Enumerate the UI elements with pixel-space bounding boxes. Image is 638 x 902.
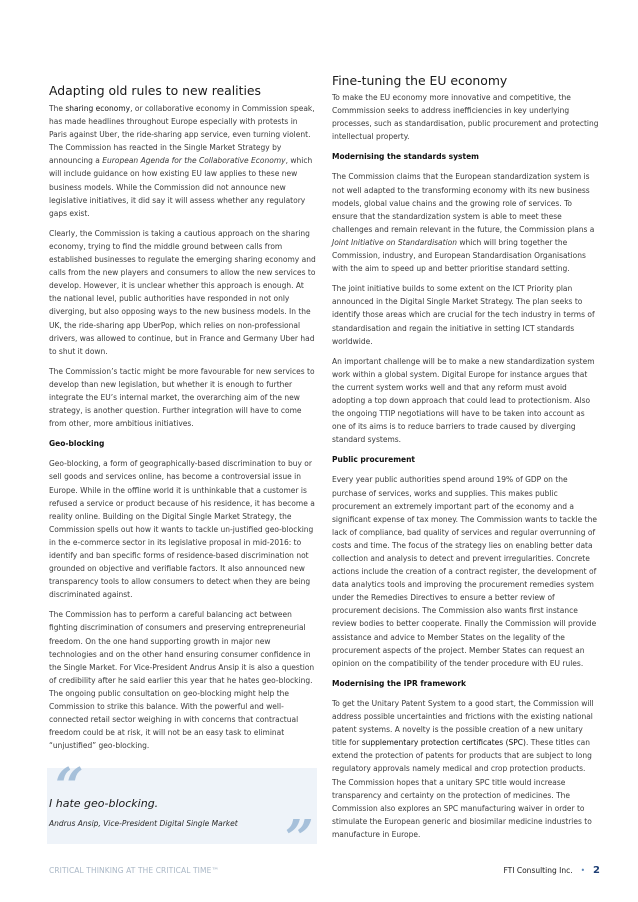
sharing-economy-link[interactable]: sharing economy [65, 104, 131, 113]
paragraph: The joint initiative builds to some extent on the ICT Priority plan announced in the Digital Single Market Strategy. The plan seeks to identify those areas which are crucial for the tech industry in terms of standardisation and regain the initiative in setting ICT standards worldwide. [332, 284, 595, 346]
subheading-ipr-framework: Modernising the IPR framework [332, 678, 467, 688]
paragraph: The Commission claims that the European standardization system is not well adapted to the transforming economy with its new business models, global value chains and the growing role of services. To ensure that the standardization system is able to meet these challenges and remain relevant in the future, the Commission plans a Joint Initiative on Standardisation which will bring together the Commission, industry, and European Standardisation Organisations with the aim to speed up and better prioritise standard setting. [332, 172, 595, 274]
subheading-geo-blocking: Geo-blocking [49, 439, 105, 449]
footer-company: FTI Consulting Inc. [503, 866, 573, 875]
close-quote-mark-icon: ” [285, 808, 314, 867]
footer-separator: • [580, 866, 586, 875]
paragraph: To make the EU economy more innovative and competitive, the Commmission seeks to address inefficiencies in key underlying processes, such as standardisation, public procurement and protecting intellectual property. [332, 93, 599, 142]
paragraph: The Commission’s tactic might be more favourable for new services to develop than new legislation, but whether it is enough to further integrate the EU’s internal market, the overarching aim of the new strategy, is another question. Further integration will have to come from other, more ambitious initiatives. [49, 366, 315, 429]
footer-tagline: CRITICAL THINKING AT THE CRITICAL TIME™ [49, 866, 220, 875]
left-column-body [49, 102, 316, 759]
page-number: 2 [593, 865, 600, 876]
paragraph: Clearly, the Commission is taking a cautious approach on the sharing economy, trying to find the middle ground between calls from established businesses to regulate the emerging sharing economy and calls from the new players and consumers to allow the new services to develop. However, it is unclear whether this approach is enough. At the national level, public authorities have responded in not only diverging, but also opposing ways to the new business models. In the UK, the ride-sharing app UberPop, which relies on non-professional drivers, was allowed to continue, but in France and Germany Uber had to shut it down. [49, 228, 316, 356]
section-heading-adapting-rules: Adapting old rules to new realities [49, 83, 262, 98]
paragraph: Every year public authorities spend around 19% of GDP on the purchase of services, works and supplies. This makes public procurement an extremely important part of the economy and a significant expense of tax money. The Commission wants to tackle the lack of compliance, bad quality of services and regular overrunning of costs and time. The focus of the strategy lies on enabling better data collection and analysis to detect and prevent irregularities. Concrete actions include the creation of a contract register, the development of data analytics tools and improving the procurement remedies system under the Remedies Directives to ensure a better review of procurement decisions. The Commission also wants first instance review bodies to better cooperate. Finally the Commission will provide assistance and advice to Member States on the legality of the procurement aspects of the project. Member States can request an opinion on the compatibility of the tender procedure with EU rules. [332, 475, 597, 668]
quote-attribution: Andrus Ansip, Vice-President Digital Single Market [49, 819, 238, 828]
footer-page-info [504, 865, 601, 876]
subheading-public-procurement: Public procurement [332, 455, 416, 465]
right-column-body [332, 91, 599, 848]
paragraph: To get the Unitary Patent System to a good start, the Commission will address possible uncertainties and frictions with the existing national patent systems. A novelty is the possible creation of a new unitary title for supplementary protection certificates (SPC). These titles can extend the protection of patents for products that are subject to long regulatory approvals namely medical and crop protection products. The Commission hopes that a unitary SPC title would increase transparency and certainty on the protection of medicines. The Commission also explores an SPC manufacturing waiver in order to stimulate the European generic and biosimilar medicine industries to manufacture in Europe. [332, 698, 594, 839]
paragraph: Geo-blocking, a form of geographically-based discrimination to buy or sell goods and services online, has become a controversial issue in Europe. While in the offline world it is unthinkable that a customer is refused a service or product because of his residence, it has become a reality online. Building on the Digital Single Market Strategy, the Commission spells out how it wants to tackle un-justified geo-blocking in the e-commerce sector in its legislative proposal in mid-2016: to identify and ban specific forms of residence-based discrimination not grounded on objective and verifiable factors. It also announced new transparency tools to allow consumers to detect when they are being discriminated against. [49, 459, 315, 600]
open-quote-mark-icon: “ [55, 756, 84, 815]
subheading-standards: Modernising the standards system [332, 152, 479, 162]
pull-quote [47, 756, 317, 867]
paragraph: An important challenge will be to make a new standardization system work within a global system. Digital Europe for instance argues that the current system works well and that any reform must avoid adopting a top down approach that could lead to protectionism. Also the ongoing TTIP negotiations will have to be taken into account as one of its aims is to reduce barriers to trade caused by diverging standard systems. [332, 356, 595, 445]
section-heading-fine-tuning: Fine-tuning the EU economy [332, 73, 508, 88]
paragraph: The Commission has to perform a careful balancing act between fighting discrimination of consumers and preserving entrepreneurial freedom. On the one hand supporting growth in major new technologies and on the other hand ensuring consumer confidence in the Single Market. For Vice-President Andrus Ansip it is also a question of credibility after he said earlier this year that he hates geo-blocking. The ongoing public consultation on geo-blocking might help the Commission to strike this balance. With the powerful and well-connected retail sector weighing in with concerns that contractual freedom could be at risk, it will not be an easy task to eliminat “unjustified” geo-blocking. [49, 610, 315, 751]
quote-text: I hate geo-blocking. [49, 797, 159, 810]
paragraph: The sharing economy, or collaborative economy in Commission speak, has made headlines throughout Europe especially with protests in Paris against Uber, the ride-sharing app service, even turning violent. The Commission has reacted in the Single Market Strategy by announcing a European Agenda for the Collaborative Economy, which will include guidance on how existing EU law applies to these new business models. While the Commission did not announce new legislative initiatives, it did say it will assess whether any regulatory gaps exist. [49, 104, 315, 218]
spc-link[interactable]: supplementary protection certificates (SPC) [361, 738, 526, 748]
